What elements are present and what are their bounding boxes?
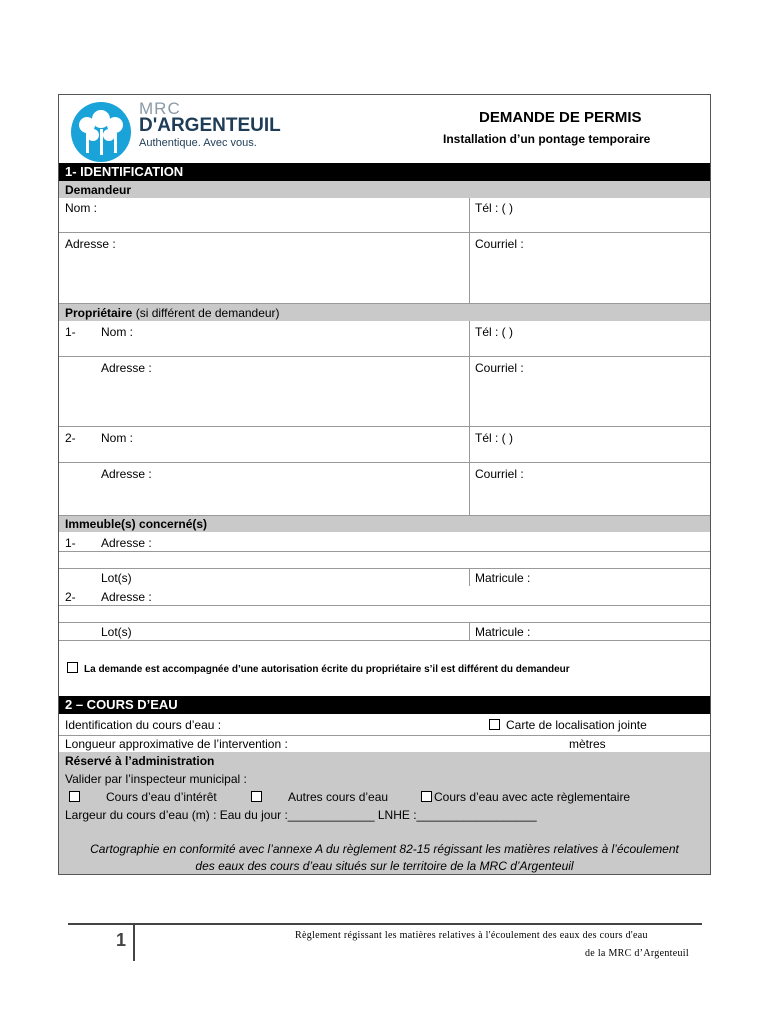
owner1-courriel-label: Courriel : <box>475 361 524 375</box>
footer-line1: Règlement régissant les matières relatives à l'écoulement des eaux des cours d'eau <box>295 930 648 941</box>
owner1-tel-label: Tél : ( ) <box>475 325 513 339</box>
page-number: 1 <box>116 930 127 950</box>
demandeur-tel-label: Tél : ( ) <box>475 201 513 215</box>
section2-heading: 2 – COURS D’EAU <box>59 696 710 714</box>
metres-unit: mètres <box>569 737 606 751</box>
owner2-nom-label: Nom : <box>101 431 134 445</box>
owner2-tel-label: Tél : ( ) <box>475 431 513 445</box>
immeuble2-number: 2- <box>65 590 76 604</box>
owner1-adresse-label: Adresse : <box>101 361 152 375</box>
proprietaire-label: Propriétaire (si différent de demandeur) <box>65 306 280 320</box>
owner2-number: 2- <box>65 431 76 445</box>
valider-label: Valider par l’inspecteur municipal : <box>65 772 247 786</box>
cartographie-line2: des eaux des cours d’eau situés sur le territoire de la MRC d’Argenteuil <box>195 859 574 873</box>
owner2-courriel-label: Courriel : <box>475 467 524 481</box>
interet-checkbox[interactable] <box>69 791 80 802</box>
owner1-number: 1- <box>65 325 76 339</box>
option-autres: Autres cours d’eau <box>251 790 388 804</box>
permit-form <box>58 94 711 875</box>
option-interet: Cours d’eau d’intérêt <box>69 790 217 804</box>
owner1-nom-label: Nom : <box>101 325 134 339</box>
immeuble2-lots-label: Lot(s) <box>101 625 132 639</box>
autres-checkbox[interactable] <box>251 791 262 802</box>
immeuble2-matricule-label: Matricule : <box>475 625 531 639</box>
longueur-label: Longueur approximative de l’intervention : <box>65 737 288 751</box>
footer-line2: de la MRC d’Argenteuil <box>585 948 689 959</box>
footer-divider <box>133 923 135 961</box>
immeuble1-number: 1- <box>65 536 76 550</box>
footer-rule <box>68 923 702 925</box>
mrc-logo <box>65 101 137 166</box>
logo-line2: D'ARGENTEUIL <box>139 115 281 136</box>
attestation-row: La demande est accompagnée d’une autorisation écrite du propriétaire s’il est différent du demandeur <box>67 662 570 675</box>
attestation-checkbox[interactable] <box>67 662 78 673</box>
immeuble1-matricule-label: Matricule : <box>475 571 531 585</box>
immeuble1-lots-label: Lot(s) <box>101 571 132 585</box>
cartographie-line1: Cartographie en conformité avec l’annexe A du règlement 82-15 régissant les matières relatives à l’écoulement <box>90 842 679 856</box>
acte-checkbox[interactable] <box>421 791 432 802</box>
demandeur-label: Demandeur <box>65 183 132 197</box>
owner2-adresse-label: Adresse : <box>101 467 152 481</box>
demandeur-adresse-label: Adresse : <box>65 237 116 251</box>
identification-label: Identification du cours d’eau : <box>65 718 222 732</box>
page-title: DEMANDE DE PERMIS <box>479 109 642 126</box>
demandeur-band <box>59 181 710 198</box>
immeuble-label: Immeuble(s) concerné(s) <box>65 517 208 531</box>
demandeur-nom-label: Nom : <box>65 201 98 215</box>
demandeur-courriel-label: Courriel : <box>475 237 524 251</box>
option-acte: Cours d’eau avec acte règlementaire <box>421 790 630 804</box>
logo-tagline: Authentique. Avec vous. <box>139 137 257 149</box>
tree-logo-icon <box>65 101 137 163</box>
immeuble2-adresse-label: Adresse : <box>101 590 152 604</box>
carte-checkbox[interactable] <box>489 719 500 730</box>
reserve-label: Réservé à l’administration <box>65 754 215 768</box>
logo-line1: MRC <box>139 99 181 118</box>
largeur-row: Largeur du cours d’eau (m) : Eau du jour :_____________ LNHE :__________________ <box>65 808 537 822</box>
page-subtitle: Installation d’un pontage temporaire <box>443 132 651 146</box>
section1-heading: 1- IDENTIFICATION <box>59 163 710 181</box>
immeuble1-adresse-label: Adresse : <box>101 536 152 550</box>
carte-row: Carte de localisation jointe <box>489 718 647 732</box>
